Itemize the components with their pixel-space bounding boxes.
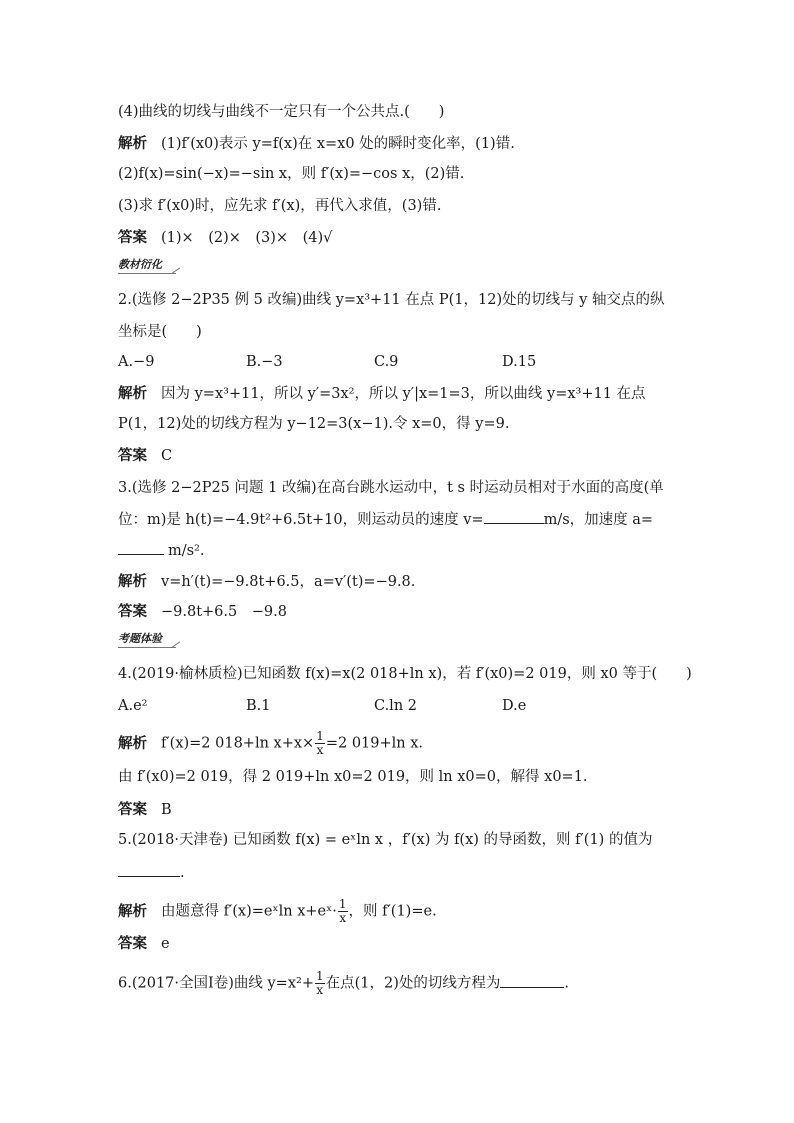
answer-blank: [118, 540, 164, 555]
problem-2-cont: 坐标是( ): [118, 324, 202, 340]
option-b: B.−3: [246, 354, 283, 370]
answer-label: 答案: [118, 604, 147, 620]
answer-blank: [118, 862, 180, 877]
answer-line: 答案 −9.8t+6.5 −9.8: [118, 604, 287, 620]
option-a: A.e²: [118, 698, 148, 714]
solution-line: 解析 由题意得 f′(x)=eˣln x+eˣ· $\frac{1}{x}$ ，则 f′(1)=e.: [118, 897, 437, 925]
fraction: $\frac{1}{x}$: [316, 729, 324, 757]
option-b: B.1: [246, 698, 271, 714]
answer-line: 答案 e: [118, 936, 170, 952]
problem-5-cont: .: [118, 862, 185, 883]
answer-label: 答案: [118, 802, 147, 818]
option-a: A.−9: [118, 354, 155, 370]
answer-line: 答案 B: [118, 802, 172, 818]
answer-label: 答案: [118, 936, 147, 952]
problem-3: 3.(选修 2−2P25 问题 1 改编)在高台跳水运动中，t s 时运动员相对于水面的高度(单: [118, 480, 664, 496]
fraction: $\frac{1}{x}$: [315, 969, 324, 997]
solution-line: (3)求 f′(x0)时，应先求 f′(x)，再代入求值，(3)错.: [118, 198, 442, 214]
solution-line: 解析 (1)f′(x0)表示 y=f(x)在 x=x0 处的瞬时变化率，(1)错.: [118, 136, 515, 152]
problem-6: 6.(2017·全国Ⅰ卷)曲线 y=x²+ $\frac{1}{x}$ 在点(1，2)处的切线方程为 .: [118, 969, 569, 997]
answer-blank: [484, 509, 544, 524]
answer-label: 答案: [118, 448, 147, 464]
problem-4: 4.(2019·榆林质检)已知函数 f(x)=x(2 018+ln x)，若 f′(x0)=2 019，则 x0 等于( ): [118, 666, 692, 682]
solution-line: 解析 f′(x)=2 018+ln x+x× $\frac{1}{x}$ =2 019+ln x.: [118, 729, 424, 757]
problem-1-part-4: (4)曲线的切线与曲线不一定只有一个公共点.( ): [118, 104, 445, 120]
answer-line: 答案 C: [118, 448, 173, 464]
answer-line: 答案 (1)× (2)× (3)× (4)√: [118, 230, 333, 246]
option-c: C.ln 2: [374, 698, 417, 714]
problem-2: 2.(选修 2−2P35 例 5 改编)曲线 y=x³+11 在点 P(1，12)处的切线与 y 轴交点的纵: [118, 292, 665, 308]
solution-line: (2)f(x)=sin(−x)=−sin x，则 f′(x)=−cos x，(2)错.: [118, 166, 465, 182]
answer-blank: [500, 973, 564, 988]
option-c: C.9: [374, 354, 399, 370]
option-d: D.15: [502, 354, 537, 370]
section-tag-textbook: 教材衍化: [118, 258, 176, 274]
solution-line: P(1，12)处的切线方程为 y−12=3(x−1).令 x=0，得 y=9.: [118, 416, 510, 432]
solution-label: 解析: [118, 386, 147, 402]
solution-label: 解析: [118, 574, 147, 590]
solution-line: 解析 因为 y=x³+11，所以 y′=3x²，所以 y′|x=1=3，所以曲线 y=x³+11 在点: [118, 386, 646, 402]
section-tag-exam: 考题体验: [118, 632, 176, 648]
problem-2-options: [118, 352, 630, 372]
problem-3-cont: 位：m)是 h(t)=−4.9t²+6.5t+10，则运动员的速度 v= m/s，加速度 a=: [118, 509, 653, 530]
solution-label: 解析: [118, 735, 147, 752]
solution-line: 由 f′(x0)=2 019，得 2 019+ln x0=2 019，则 ln x0=0，解得 x0=1.: [118, 769, 588, 785]
problem-3-cont: m/s².: [118, 540, 205, 561]
fraction: $\frac{1}{x}$: [338, 897, 347, 925]
solution-line: 解析 v=h′(t)=−9.8t+6.5，a=v′(t)=−9.8.: [118, 574, 416, 590]
option-d: D.e: [502, 698, 527, 714]
problem-4-options: [118, 696, 630, 716]
solution-label: 解析: [118, 903, 147, 920]
problem-5: 5.(2018·天津卷) 已知函数 f(x) = eˣln x ，f′(x) 为 f(x) 的导函数，则 f′(1) 的值为: [118, 832, 653, 848]
answer-label: 答案: [118, 230, 147, 246]
solution-label: 解析: [118, 136, 147, 152]
